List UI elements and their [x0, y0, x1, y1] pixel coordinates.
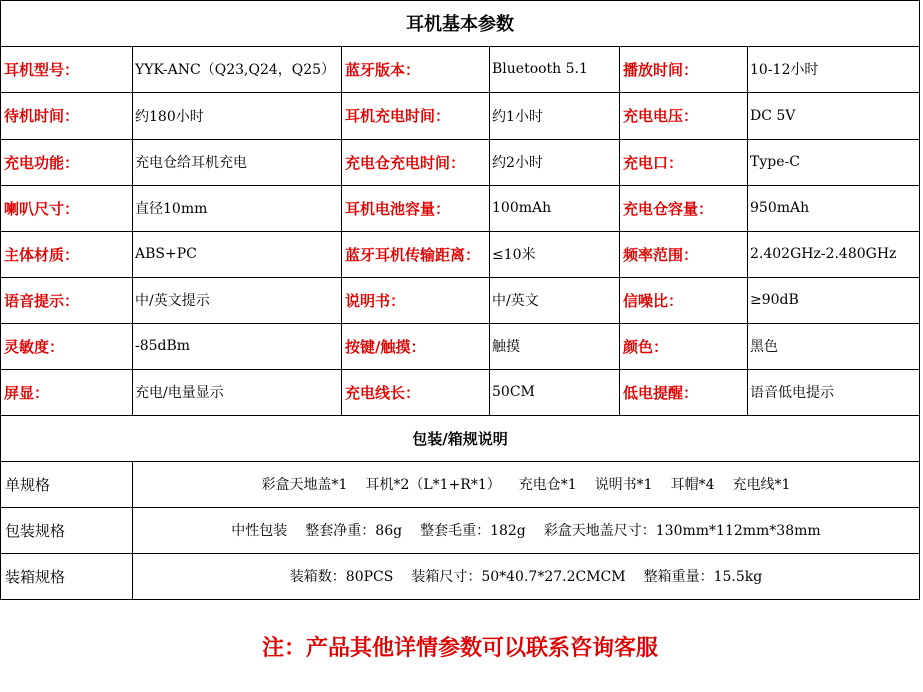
spec-label: 蓝牙耳机传输距离： — [345, 245, 481, 264]
spec-value: DC 5V — [750, 107, 796, 124]
grid-line — [0, 0, 920, 1]
spec-value: ≥90dB — [750, 292, 799, 308]
spec-label: 频率范围： — [623, 245, 699, 264]
spec-value: 中/英文提示 — [135, 293, 210, 309]
spec-label: 颜色： — [623, 337, 669, 356]
spec-label: 充电功能： — [4, 153, 80, 172]
grid-line — [0, 507, 920, 508]
spec-label: 耳机型号： — [4, 60, 80, 79]
packaging-contents — [132, 507, 920, 553]
grid-line — [489, 46, 490, 415]
spec-value: 约2小时 — [492, 155, 543, 171]
grid-line — [0, 0, 1, 599]
spec-label: 说明书： — [345, 291, 406, 310]
packaging-item: 彩盒天地盖尺寸：130mm*112mm*38mm — [543, 523, 821, 539]
spec-value: 触摸 — [492, 339, 520, 355]
packaging-item: 充电仓*1 — [518, 477, 577, 493]
spec-value: ABS+PC — [135, 246, 197, 262]
spec-label: 按键/触摸： — [345, 337, 426, 356]
grid-line — [0, 277, 920, 278]
packaging-item: 整套毛重：182g — [420, 523, 526, 539]
spec-label: 喇叭尺寸： — [4, 199, 80, 218]
spec-label: 充电口： — [623, 153, 684, 172]
packaging-item: 耳帽*4 — [670, 477, 715, 493]
spec-value: Type-C — [750, 154, 800, 170]
spec-value: 2.402GHz-2.480GHz — [750, 246, 897, 262]
spec-value: 950mAh — [750, 200, 810, 216]
packaging-title: 包装/箱规说明 — [412, 429, 508, 448]
spec-value: YYK-ANC（Q23,Q24，Q25） — [135, 62, 336, 78]
packaging-item: 装箱尺寸：50*40.7*27.2CMCM — [411, 569, 626, 585]
sheet-title: 耳机基本参数 — [406, 14, 514, 35]
grid-line — [0, 415, 920, 416]
spec-value: 中/英文 — [492, 293, 539, 309]
spec-label: 蓝牙版本： — [345, 60, 421, 79]
spec-value: -85dBm — [135, 338, 191, 354]
contact-note: 注：产品其他详情参数可以联系咨询客服 — [0, 600, 920, 692]
packaging-contents — [132, 553, 920, 599]
packaging-item: 装箱数：80PCS — [289, 569, 394, 585]
spec-label: 播放时间： — [623, 60, 699, 79]
spec-value: 充电/电量显示 — [135, 385, 224, 401]
spec-value: 充电仓给耳机充电 — [135, 155, 247, 171]
spec-label: 充电线长： — [345, 383, 421, 402]
grid-line — [0, 46, 920, 47]
grid-line — [0, 139, 920, 140]
grid-line — [0, 323, 920, 324]
spec-value: 约180小时 — [135, 108, 204, 125]
spec-value: 100mAh — [492, 200, 552, 216]
spec-label: 低电提醒： — [623, 383, 699, 402]
spec-value: 10-12小时 — [750, 62, 819, 78]
packaging-label: 单规格 — [5, 475, 51, 494]
spec-label: 主体材质： — [4, 245, 80, 264]
grid-line — [0, 461, 920, 462]
spec-value: 直径10mm — [135, 201, 208, 217]
spec-value: 50CM — [492, 384, 535, 400]
spec-label: 语音提示： — [4, 291, 80, 310]
spec-label: 充电仓容量： — [623, 199, 714, 218]
grid-line — [619, 46, 620, 415]
packaging-item: 整箱重量：15.5kg — [643, 569, 763, 585]
packaging-item: 中性包装 — [231, 523, 288, 539]
grid-line — [0, 369, 920, 370]
spec-value: 黑色 — [750, 339, 778, 355]
grid-line — [0, 553, 920, 554]
grid-line — [747, 46, 748, 415]
packaging-label: 装箱规格 — [5, 567, 66, 586]
grid-line — [132, 46, 133, 415]
grid-line — [0, 92, 920, 93]
grid-line — [0, 599, 920, 600]
spec-label: 耳机电池容量： — [345, 199, 451, 218]
spec-label: 充电电压： — [623, 107, 699, 125]
packaging-item: 充电线*1 — [732, 477, 791, 493]
spec-value: Bluetooth 5.1 — [492, 61, 588, 77]
packaging-item: 说明书*1 — [594, 477, 653, 493]
grid-line — [919, 0, 920, 599]
packaging-item: 整套净重：86g — [305, 523, 403, 539]
spec-label: 充电仓充电时间： — [345, 153, 466, 172]
spec-label: 待机时间： — [4, 107, 80, 125]
spec-value: 语音低电提示 — [750, 385, 834, 401]
spec-value: 约1小时 — [492, 108, 543, 125]
spec-label: 信噪比： — [623, 291, 684, 310]
grid-line — [341, 46, 342, 415]
packaging-item: 彩盒天地盖*1 — [261, 477, 348, 493]
grid-line — [0, 231, 920, 232]
packaging-item: 耳机*2（L*1+R*1） — [365, 477, 501, 493]
spec-label: 灵敏度： — [4, 337, 65, 356]
packaging-contents — [132, 461, 920, 507]
grid-line — [132, 461, 133, 599]
spec-label: 耳机充电时间： — [345, 107, 451, 125]
grid-line — [0, 185, 920, 186]
packaging-label: 包装规格 — [5, 521, 66, 540]
spec-label: 屏显： — [4, 383, 50, 402]
spec-value: ≤10米 — [492, 247, 536, 263]
